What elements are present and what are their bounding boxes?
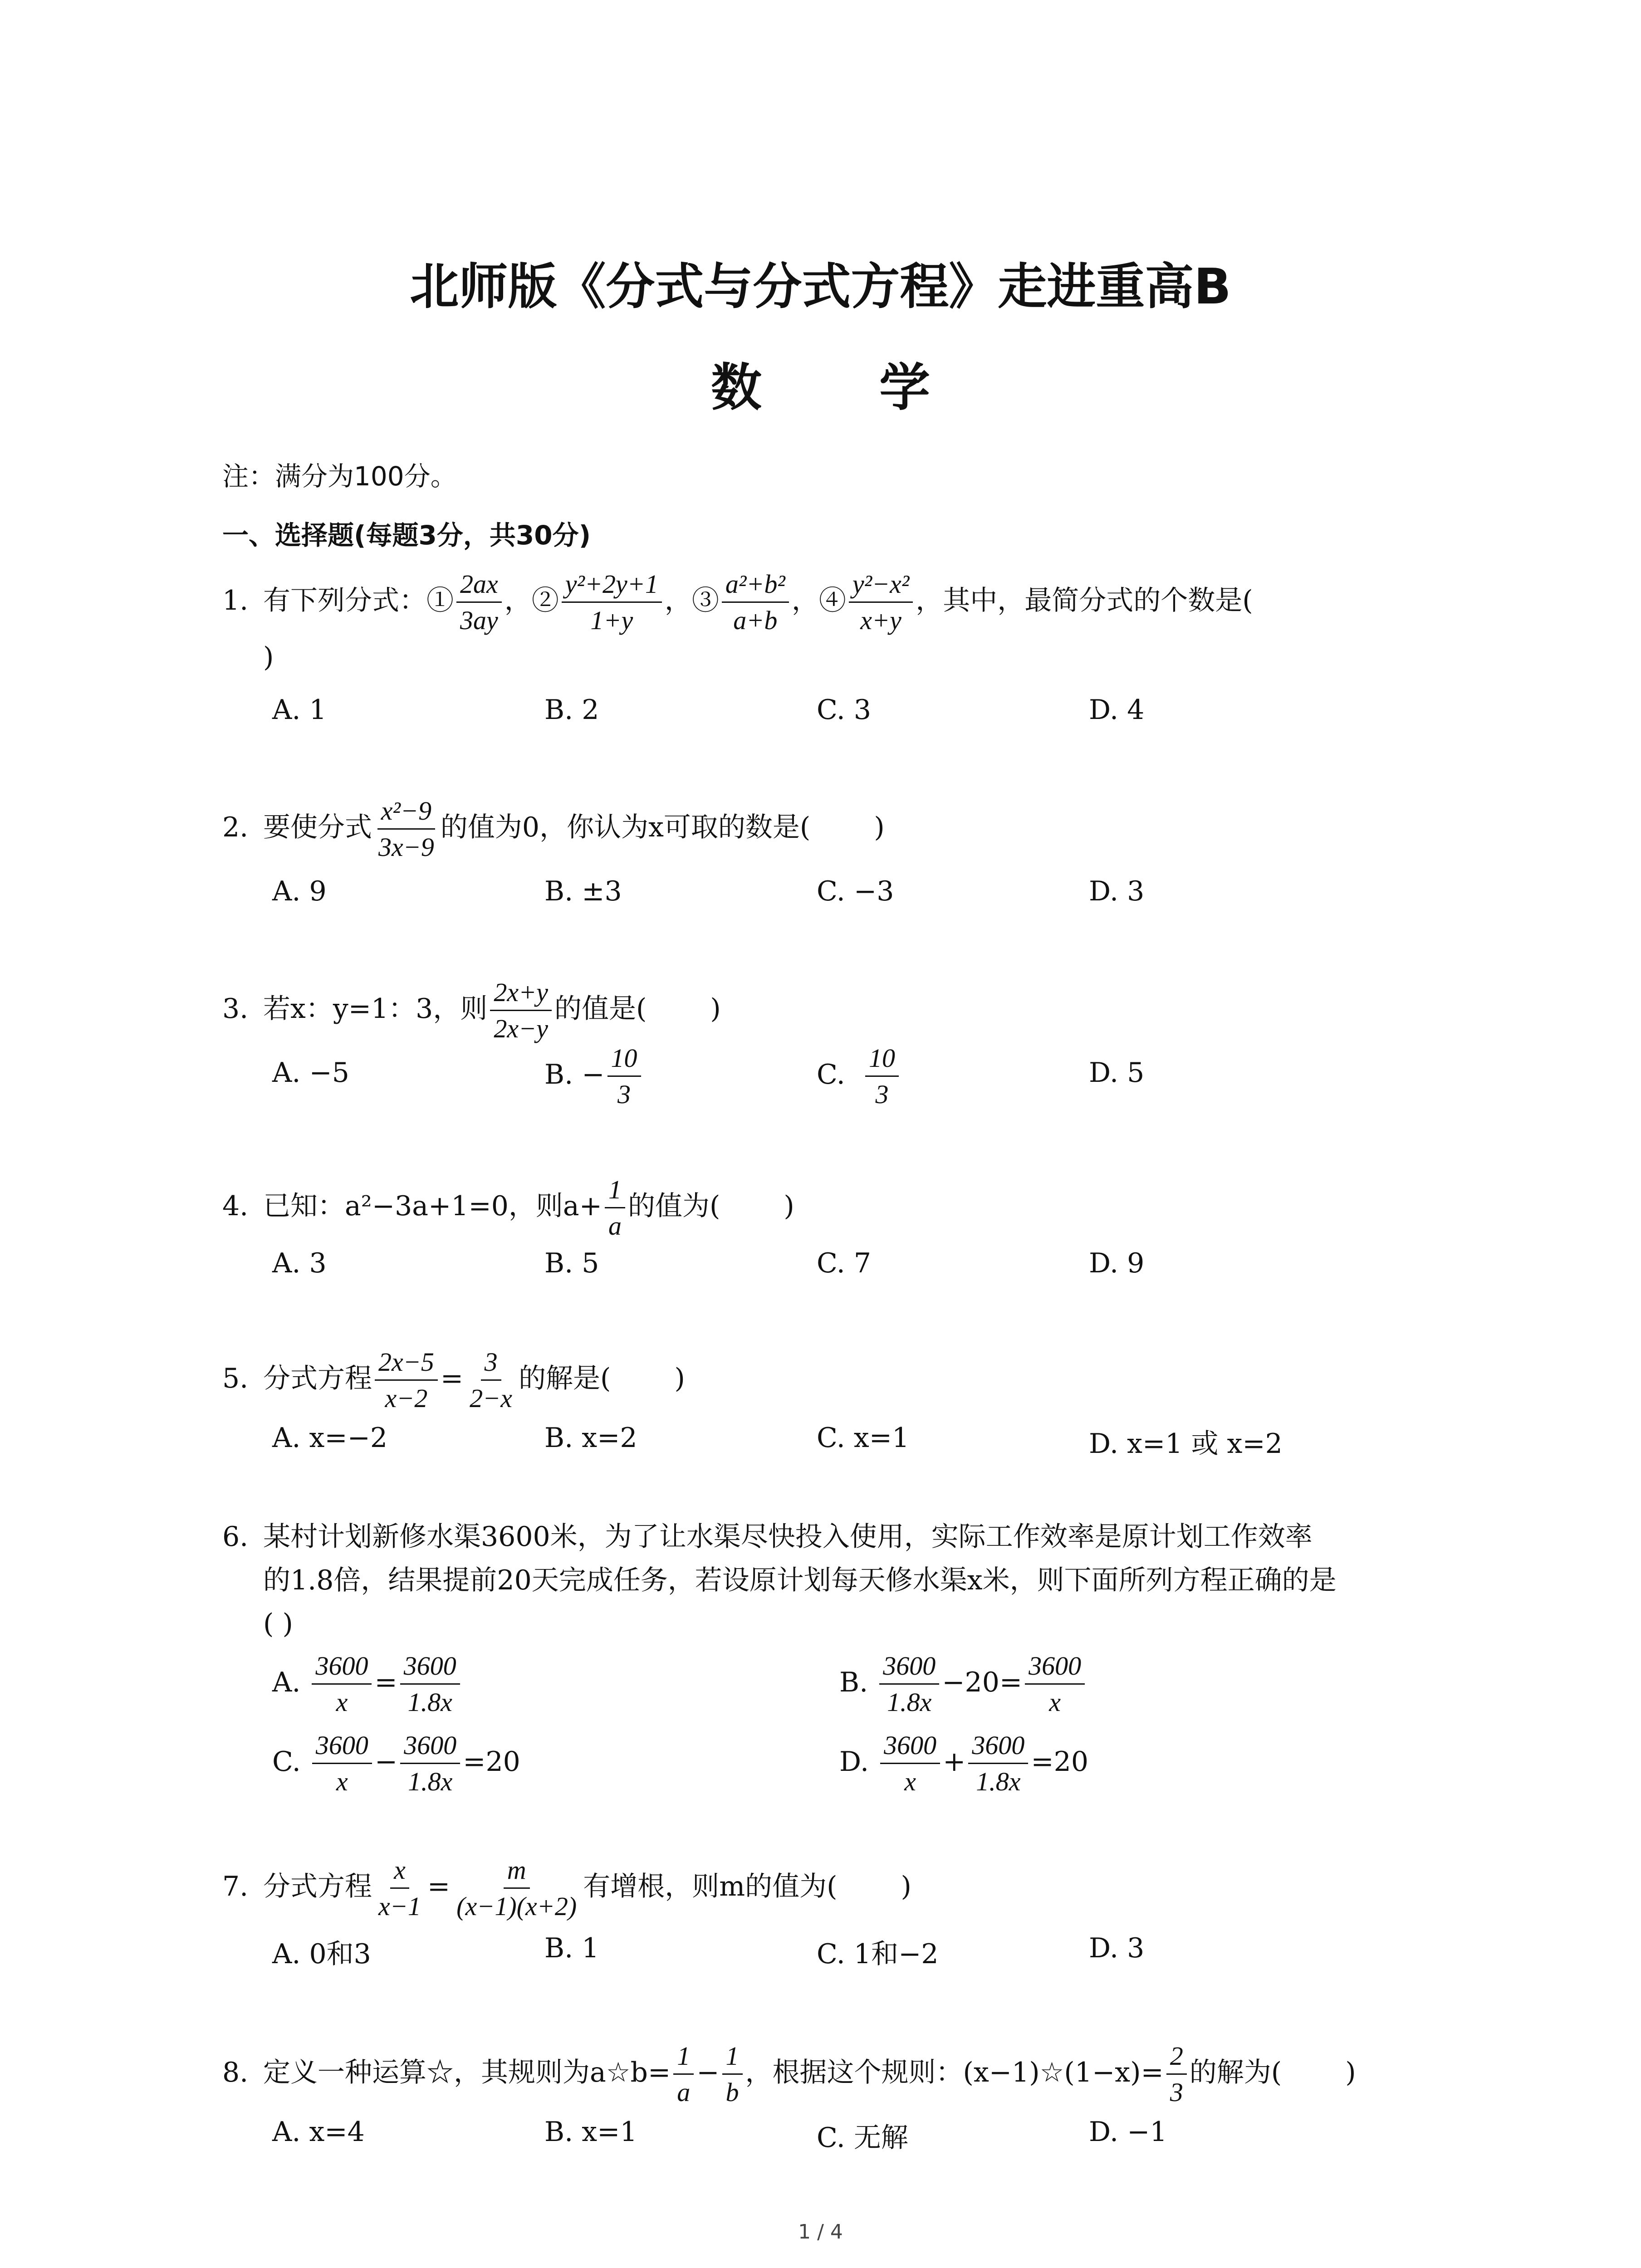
question-number: 6. — [222, 1521, 249, 1553]
question-text: 有下列分式：① — [263, 584, 454, 616]
numerator: 3600 — [312, 1730, 372, 1764]
numerator: x²−9 — [377, 796, 435, 830]
operator: + — [943, 1745, 966, 1778]
question-number: 3. — [222, 992, 249, 1025]
question-number: 4. — [222, 1190, 249, 1222]
fraction — [453, 1855, 580, 1921]
option-c[interactable]: C. −3 — [817, 875, 894, 907]
numerator: 3600 — [879, 1651, 939, 1685]
answer-bracket-close: ) — [710, 992, 721, 1025]
question-text: 的1.8倍，结果提前20天完成任务，若设原计划每天修水渠x米，则下面所列方程正确的是 — [263, 1564, 1337, 1596]
question-5 — [222, 1347, 1465, 1413]
question-text: ，其中，最简分式的个数是( — [916, 584, 1253, 616]
answer-bracket-close: ) — [263, 641, 274, 674]
option-label: C. — [272, 1745, 301, 1778]
denominator: 1.8x — [407, 1687, 452, 1717]
option-d[interactable]: D. 3 — [1089, 1932, 1145, 1964]
score-note: 注：满分为100分。 — [222, 461, 457, 492]
page-number: 1 / 4 — [798, 2220, 843, 2244]
denominator: 1+y — [590, 605, 633, 635]
denominator: a — [608, 1211, 622, 1241]
numerator: 2ax — [456, 569, 502, 603]
numerator: 10 — [607, 1043, 641, 1077]
question-text: 某村计划新修水渠3600米，为了让水渠尽快投入使用，实际工作效率是原计划工作效率 — [263, 1521, 1313, 1553]
fraction — [722, 569, 789, 635]
numerator: 1 — [673, 2041, 694, 2075]
fraction — [456, 569, 502, 635]
question-text: 的解是( — [519, 1362, 611, 1394]
question-1 — [222, 569, 1465, 679]
question-text: ，② — [504, 584, 559, 616]
answer-bracket-close: ) — [874, 811, 885, 843]
option-c[interactable]: C. 7 — [817, 1247, 872, 1279]
question-number: 7. — [222, 1870, 249, 1902]
numerator: 3600 — [312, 1651, 372, 1685]
denominator: 1.8x — [408, 1766, 453, 1796]
numerator: 10 — [865, 1043, 899, 1077]
numerator: 2x−5 — [375, 1347, 438, 1381]
option-c[interactable]: C. 无解 — [817, 2122, 908, 2154]
option-b[interactable]: B. x=2 — [544, 1422, 637, 1454]
numerator: 3 — [481, 1347, 501, 1381]
question-text: 的解为( — [1189, 2056, 1282, 2088]
option-a[interactable] — [272, 1651, 463, 1717]
denominator: b — [725, 2077, 739, 2107]
question-3 — [222, 978, 1465, 1044]
question-text: 分式方程 — [263, 1362, 372, 1394]
denominator: x — [336, 1687, 348, 1717]
denominator: x+y — [860, 605, 901, 635]
option-label: B. − — [544, 1058, 605, 1090]
option-label: C. — [817, 1058, 845, 1090]
denominator: x — [1049, 1687, 1061, 1717]
fraction — [466, 1347, 516, 1413]
question-text: 的值为( — [627, 1190, 720, 1222]
equals-sign: = — [427, 1870, 451, 1902]
question-text: 要使分式 — [263, 811, 372, 843]
option-c[interactable]: C. 1和−2 — [817, 1938, 939, 1970]
option-b[interactable] — [544, 1043, 644, 1110]
denominator: 3x−9 — [378, 832, 434, 862]
numerator: 3600 — [1025, 1651, 1085, 1685]
question-number: 2. — [222, 811, 249, 843]
option-b[interactable]: B. 1 — [544, 1932, 599, 1964]
denominator: 3 — [617, 1079, 631, 1109]
question-text: 的值为0，你认为x可取的数是( — [440, 811, 811, 843]
fraction — [879, 1651, 939, 1717]
operator: − — [696, 2056, 720, 2088]
fraction — [880, 1730, 940, 1797]
fraction — [722, 2041, 743, 2107]
denominator: a+b — [733, 605, 778, 635]
operator: =20 — [1031, 1745, 1089, 1778]
numerator: x — [390, 1855, 409, 1889]
numerator: y²+2y+1 — [562, 569, 662, 603]
fraction — [375, 1855, 425, 1921]
option-label: B. — [839, 1666, 868, 1698]
fraction — [1025, 1651, 1085, 1717]
fraction — [400, 1730, 460, 1797]
answer-bracket: ( ) — [263, 1608, 293, 1640]
question-text: 若x：y=1：3，则 — [263, 992, 488, 1025]
option-d[interactable] — [839, 1730, 1088, 1797]
document-title: 北师版《分式与分式方程》走进重高B — [410, 259, 1231, 315]
question-text: ，根据这个规则：(x−1)☆(1−x)= — [745, 2056, 1164, 2088]
denominator: a — [677, 2077, 691, 2107]
fraction — [375, 1347, 438, 1413]
numerator: 3600 — [400, 1651, 460, 1685]
option-d[interactable]: D. 4 — [1089, 694, 1145, 726]
numerator: y²−x² — [849, 569, 913, 603]
operator: = — [374, 1666, 397, 1698]
question-7 — [222, 1855, 1465, 1921]
fraction — [673, 2041, 694, 2107]
answer-bracket-close: ) — [784, 1190, 794, 1222]
denominator: x — [904, 1766, 916, 1796]
numerator: m — [504, 1855, 530, 1889]
option-c[interactable] — [817, 1043, 901, 1110]
option-a[interactable]: A. x=−2 — [272, 1422, 388, 1454]
fraction — [562, 569, 662, 635]
option-d[interactable]: D. −1 — [1089, 2116, 1167, 2148]
numerator: 3600 — [968, 1730, 1028, 1764]
question-text: ，③ — [664, 584, 719, 616]
operator: =20 — [463, 1745, 520, 1778]
denominator: 1.8x — [976, 1766, 1021, 1796]
numerator: 3600 — [880, 1730, 940, 1764]
numerator: 1 — [722, 2041, 743, 2075]
option-d[interactable]: D. 9 — [1089, 1247, 1145, 1279]
section-heading: 一、选择题(每题3分，共30分) — [222, 520, 591, 551]
question-text: 定义一种运算☆，其规则为a☆b= — [263, 2056, 671, 2088]
option-d[interactable]: D. 3 — [1089, 875, 1145, 907]
option-d[interactable]: D. x=1 或 x=2 — [1089, 1428, 1283, 1460]
numerator: 2 — [1166, 2041, 1187, 2075]
option-c[interactable]: C. x=1 — [817, 1422, 910, 1454]
option-b[interactable]: B. ±3 — [544, 875, 622, 907]
question-text: 已知：a²−3a+1=0，则a+ — [263, 1190, 602, 1222]
equals-sign: = — [440, 1362, 464, 1394]
fraction — [375, 796, 438, 862]
option-a[interactable]: A. x=4 — [272, 2116, 365, 2148]
fraction — [605, 1175, 625, 1241]
operator: − — [374, 1745, 398, 1778]
answer-bracket-close: ) — [674, 1362, 685, 1394]
numerator: 3600 — [400, 1730, 460, 1764]
denominator: 3ay — [460, 605, 498, 635]
fraction — [865, 1043, 899, 1110]
numerator: 1 — [605, 1175, 625, 1208]
numerator: a²+b² — [722, 569, 789, 603]
option-c[interactable] — [272, 1730, 520, 1797]
question-text: 分式方程 — [263, 1870, 372, 1902]
denominator: 3 — [875, 1079, 889, 1109]
option-a[interactable]: A. 0和3 — [272, 1938, 371, 1970]
option-b[interactable]: B. 2 — [544, 694, 599, 726]
option-b[interactable]: B. 5 — [544, 1247, 599, 1279]
denominator: x — [336, 1766, 348, 1796]
option-a[interactable]: A. 3 — [272, 1247, 327, 1279]
fraction — [490, 978, 552, 1044]
option-b[interactable] — [839, 1651, 1087, 1717]
fraction — [312, 1651, 372, 1717]
denominator: x−2 — [385, 1383, 428, 1413]
option-a[interactable]: A. −5 — [272, 1057, 349, 1089]
option-d[interactable]: D. 5 — [1089, 1057, 1145, 1089]
option-label: A. — [272, 1666, 301, 1698]
question-8 — [222, 2041, 1465, 2107]
fraction — [607, 1043, 641, 1110]
fraction — [312, 1730, 372, 1797]
answer-bracket-close: ) — [1345, 2056, 1356, 2088]
question-text: 有增根，则m的值为( — [583, 1870, 838, 1902]
denominator: 2x−y — [494, 1013, 548, 1043]
option-a[interactable]: A. 9 — [272, 875, 327, 907]
question-6 — [222, 1515, 1465, 1646]
question-number: 8. — [222, 2056, 249, 2088]
subject-title: 数 学 — [711, 358, 980, 417]
denominator: 3 — [1170, 2077, 1183, 2107]
option-label: D. — [839, 1745, 869, 1778]
question-number: 1. — [222, 584, 249, 616]
question-text: ，④ — [791, 584, 846, 616]
answer-bracket-close: ) — [901, 1870, 911, 1902]
fraction — [849, 569, 913, 635]
question-2 — [222, 796, 1465, 862]
fraction — [1166, 2041, 1187, 2107]
fraction — [400, 1651, 460, 1717]
denominator: (x−1)(x+2) — [456, 1891, 577, 1921]
question-text: 的值是( — [554, 992, 647, 1025]
denominator: 2−x — [470, 1383, 513, 1413]
option-a[interactable]: A. 1 — [272, 694, 327, 726]
option-b[interactable]: B. x=1 — [544, 2116, 637, 2148]
question-number: 5. — [222, 1362, 249, 1394]
question-4 — [222, 1175, 1465, 1241]
operator: −20= — [942, 1666, 1023, 1698]
denominator: x−1 — [378, 1891, 421, 1921]
denominator: 1.8x — [887, 1687, 932, 1717]
numerator: 2x+y — [490, 978, 552, 1011]
option-c[interactable]: C. 3 — [817, 694, 872, 726]
fraction — [968, 1730, 1028, 1797]
